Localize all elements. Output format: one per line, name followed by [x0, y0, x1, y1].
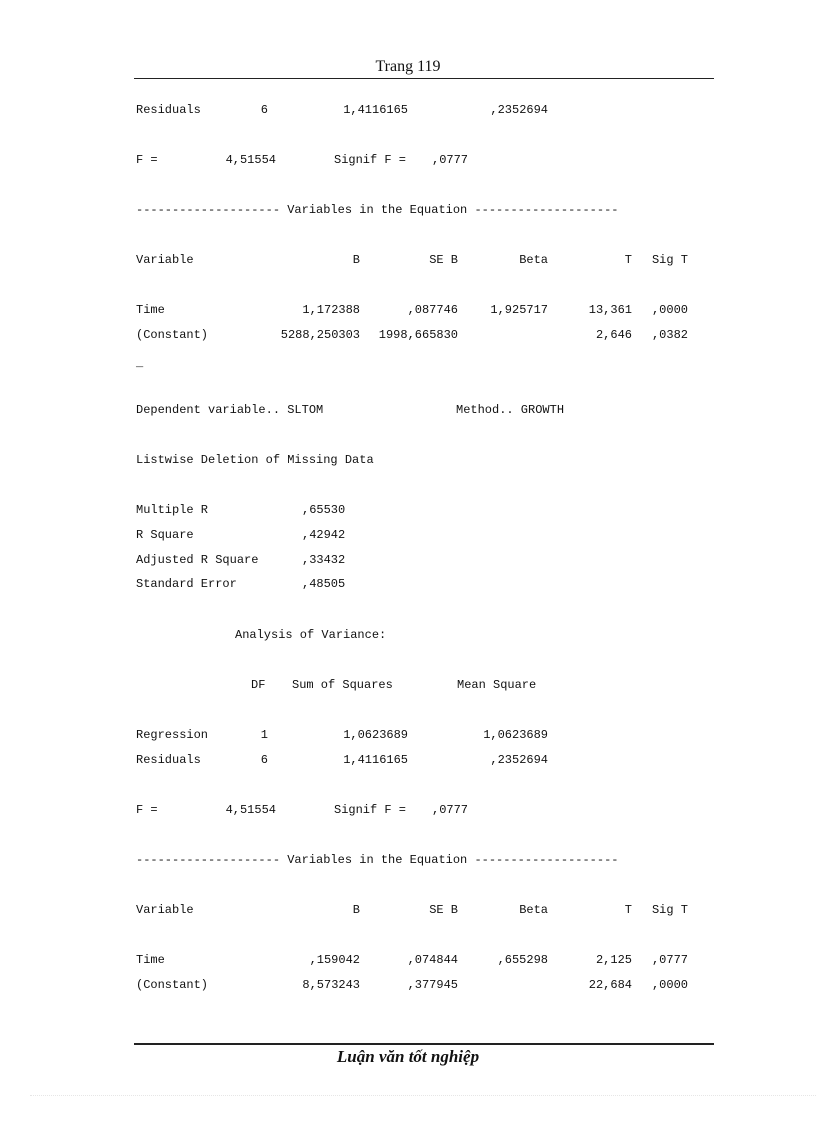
- anova-row-ms: 1,0623689: [483, 728, 548, 742]
- table-row-sig-t: ,0000: [651, 303, 688, 317]
- anova-row-df: 6: [260, 753, 268, 767]
- stat-value: ,33432: [302, 553, 346, 567]
- table-row-sig-t: ,0777: [651, 953, 688, 967]
- signif-f-label: Signif F =: [334, 803, 407, 817]
- residuals-ms: ,2352694: [490, 103, 548, 117]
- variables-section-title: -------------------- Variables in the Equation --------------------: [136, 853, 619, 867]
- table-row-sig-t: ,0000: [651, 978, 688, 992]
- table-row-t: 2,125: [595, 953, 632, 967]
- signif-f-label: Signif F =: [334, 153, 407, 167]
- col-header-t: T: [624, 253, 632, 267]
- table-row-se-b: ,087746: [407, 303, 458, 317]
- page-header: Trang 119: [375, 58, 441, 75]
- table-row-se-b: 1998,665830: [378, 328, 458, 342]
- table-row-b: 8,573243: [302, 978, 360, 992]
- anova-header-ms: Mean Square: [457, 678, 537, 692]
- stat-value: ,42942: [302, 528, 346, 542]
- table-row-variable: Time: [136, 303, 165, 317]
- stat-value: ,48505: [302, 577, 346, 591]
- table-row-variable: (Constant): [136, 978, 209, 992]
- col-header-sig-t: Sig T: [651, 253, 688, 267]
- col-header-se-b: SE B: [429, 903, 458, 917]
- signif-f-value: ,0777: [432, 803, 469, 817]
- variables-section-title: -------------------- Variables in the Equation --------------------: [136, 203, 619, 217]
- anova-row-ss: 1,4116165: [343, 753, 408, 767]
- col-header-se-b: SE B: [429, 253, 458, 267]
- table-row-variable: Time: [136, 953, 165, 967]
- listwise-deletion-label: Listwise Deletion of Missing Data: [136, 453, 374, 467]
- col-header-beta: Beta: [519, 903, 548, 917]
- col-header-b: B: [352, 253, 360, 267]
- anova-row-label: Residuals: [136, 753, 201, 767]
- table-row-beta: 1,925717: [490, 303, 548, 317]
- table-row-t: 22,684: [588, 978, 632, 992]
- page-footer: Luận văn tốt nghiệp: [336, 1047, 480, 1066]
- table-row-b: ,159042: [309, 953, 360, 967]
- f-label: F =: [136, 803, 158, 817]
- table-row-variable: (Constant): [136, 328, 209, 342]
- f-label: F =: [136, 153, 158, 167]
- table-row-beta: ,655298: [497, 953, 548, 967]
- anova-row-ms: ,2352694: [490, 753, 548, 767]
- residuals-df: 6: [260, 103, 268, 117]
- method-label: Method.. GROWTH: [456, 403, 565, 417]
- table-row-b: 1,172388: [302, 303, 360, 317]
- table-row-se-b: ,074844: [407, 953, 458, 967]
- footer-rule: [134, 1043, 714, 1045]
- table-row-se-b: ,377945: [407, 978, 458, 992]
- anova-row-label: Regression: [136, 728, 209, 742]
- col-header-beta: Beta: [519, 253, 548, 267]
- table-row-t: 13,361: [588, 303, 632, 317]
- stat-label: Multiple R: [136, 503, 209, 517]
- anova-title: Analysis of Variance:: [235, 628, 387, 642]
- stat-value: ,65530: [302, 503, 346, 517]
- col-header-variable: Variable: [136, 253, 194, 267]
- col-header-sig-t: Sig T: [651, 903, 688, 917]
- anova-row-df: 1: [260, 728, 268, 742]
- table-row-sig-t: ,0382: [651, 328, 688, 342]
- residuals-ss: 1,4116165: [343, 103, 408, 117]
- dependent-variable-label: Dependent variable.. SLTOM: [136, 403, 324, 417]
- col-header-variable: Variable: [136, 903, 194, 917]
- page-edge: [30, 1095, 816, 1096]
- residuals-label: Residuals: [136, 103, 201, 117]
- col-header-t: T: [624, 903, 632, 917]
- f-value: 4,51554: [225, 803, 276, 817]
- table-row-b: 5288,250303: [280, 328, 360, 342]
- separator-mark: _: [136, 356, 144, 370]
- anova-row-ss: 1,0623689: [343, 728, 408, 742]
- col-header-b: B: [352, 903, 360, 917]
- f-value: 4,51554: [225, 153, 276, 167]
- stat-label: Adjusted R Square: [136, 553, 259, 567]
- table-row-t: 2,646: [595, 328, 632, 342]
- anova-header-df: DF: [251, 678, 266, 692]
- stat-label: Standard Error: [136, 577, 237, 591]
- anova-header-ss: Sum of Squares: [292, 678, 393, 692]
- signif-f-value: ,0777: [432, 153, 469, 167]
- stat-label: R Square: [136, 528, 194, 542]
- header-rule: [134, 78, 714, 79]
